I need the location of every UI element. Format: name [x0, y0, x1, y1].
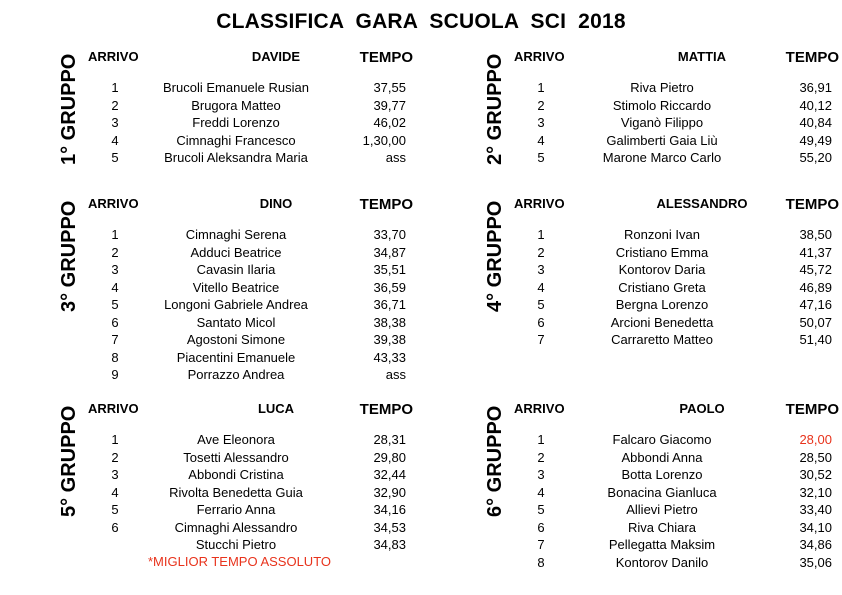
- athlete-name: Bergna Lorenzo: [615, 297, 709, 312]
- group-block: [484, 196, 842, 386]
- time-cell: 55,20: [799, 150, 832, 165]
- time-cell: 33,70: [373, 227, 406, 242]
- arrivo-header: ARRIVO: [514, 196, 565, 211]
- position-cell: 5: [537, 297, 545, 312]
- position-cell: 3: [537, 467, 545, 482]
- table-row: [58, 280, 448, 298]
- position-cell: 5: [537, 502, 545, 517]
- table-row: [58, 98, 448, 116]
- position-cell: 5: [537, 150, 545, 165]
- time-cell: 35,06: [799, 554, 832, 570]
- time-cell: 36,91: [799, 80, 832, 95]
- table-row: [58, 467, 448, 485]
- time-cell: 38,38: [373, 314, 406, 330]
- position-cell: 3: [111, 262, 119, 277]
- results-list: [484, 432, 842, 572]
- position-cell: 6: [537, 519, 545, 535]
- athlete-name: Ave Eleonora: [197, 432, 275, 447]
- time-cell: 45,72: [799, 262, 832, 277]
- table-row: [484, 150, 842, 168]
- table-row: [484, 262, 842, 280]
- tempo-header: TEMPO: [785, 196, 839, 213]
- group-label: 2° GRUPPO: [484, 53, 506, 165]
- position-cell: 8: [537, 554, 545, 570]
- time-cell: 34,53: [373, 519, 406, 535]
- athlete-name: Brucoli Aleksandra Maria: [164, 150, 308, 165]
- position-cell: 6: [537, 314, 545, 330]
- time-cell: 47,16: [799, 297, 832, 312]
- group-label: 6° GRUPPO: [484, 405, 506, 517]
- athlete-name: Cimnaghi Alessandro: [174, 519, 298, 535]
- time-cell: 32,10: [799, 484, 832, 500]
- position-cell: 6: [111, 314, 119, 330]
- athlete-name: Viganò Filippo: [620, 115, 704, 130]
- position-cell: 3: [111, 115, 119, 130]
- position-cell: 3: [537, 262, 545, 277]
- time-cell: 40,12: [799, 97, 832, 113]
- athlete-name: Arcioni Benedetta: [610, 314, 714, 330]
- time-cell: 28,00: [799, 432, 832, 447]
- table-row: [484, 80, 842, 98]
- table-row: [58, 537, 448, 555]
- position-cell: 2: [537, 244, 545, 260]
- table-row: [58, 502, 448, 520]
- position-cell: 6: [111, 519, 119, 535]
- time-cell: 41,37: [799, 244, 832, 260]
- athlete-name: Pellegatta Maksim: [608, 537, 716, 552]
- time-cell: 36,59: [373, 279, 406, 295]
- athlete-name: Bonacina Gianluca: [607, 484, 717, 500]
- best-time-note: *MIGLIOR TEMPO ASSOLUTO: [148, 554, 332, 569]
- table-row: [484, 555, 842, 573]
- table-row: [484, 432, 842, 450]
- time-cell: 34,86: [799, 537, 832, 552]
- position-cell: 2: [111, 244, 119, 260]
- position-cell: 2: [111, 97, 119, 113]
- table-row: [484, 450, 842, 468]
- athlete-name: Longoni Gabriele Andrea: [164, 297, 308, 312]
- table-row: [484, 227, 842, 245]
- coach-header: ALESSANDRO: [656, 196, 748, 211]
- athlete-name: Botta Lorenzo: [621, 467, 703, 482]
- time-cell: 30,52: [799, 467, 832, 482]
- table-row: [58, 133, 448, 151]
- position-cell: 2: [537, 449, 545, 465]
- position-cell: 5: [111, 502, 119, 517]
- athlete-name: Carraretto Matteo: [611, 332, 713, 347]
- table-row: [58, 350, 448, 368]
- position-cell: 7: [537, 332, 545, 347]
- table-row: [58, 80, 448, 98]
- position-cell: 4: [537, 484, 545, 500]
- tempo-header: TEMPO: [359, 401, 413, 418]
- table-row: [58, 332, 448, 350]
- table-row: [484, 315, 842, 333]
- athlete-name: Cavasin Ilaria: [196, 262, 276, 277]
- time-cell: ass: [385, 150, 406, 165]
- time-cell: 46,89: [799, 279, 832, 295]
- position-cell: 4: [537, 279, 545, 295]
- athlete-name: Kontorov Daria: [618, 262, 706, 277]
- time-cell: 50,07: [799, 314, 832, 330]
- table-row: [484, 98, 842, 116]
- coach-header: DAVIDE: [251, 49, 301, 64]
- position-cell: 1: [111, 432, 119, 447]
- athlete-name: Agostoni Simone: [186, 332, 286, 347]
- tempo-header: TEMPO: [785, 401, 839, 418]
- position-cell: 4: [537, 132, 545, 148]
- table-row: [484, 520, 842, 538]
- athlete-name: Kontorov Danilo: [615, 554, 709, 570]
- position-cell: 8: [111, 349, 119, 365]
- time-cell: 34,10: [799, 519, 832, 535]
- table-row: [58, 262, 448, 280]
- group-label: 4° GRUPPO: [484, 200, 506, 312]
- tempo-header: TEMPO: [359, 49, 413, 66]
- results-list: [58, 432, 448, 555]
- coach-header: DINO: [259, 196, 293, 211]
- time-cell: 36,71: [373, 297, 406, 312]
- table-row: [58, 315, 448, 333]
- table-row: [484, 115, 842, 133]
- table-row: [484, 245, 842, 263]
- page-title: CLASSIFICA GARA SCUOLA SCI 2018: [216, 10, 626, 33]
- athlete-name: Riva Chiara: [628, 519, 696, 535]
- athlete-name: Rivolta Benedetta Guia: [169, 484, 303, 500]
- time-cell: 1,30,00: [362, 132, 406, 148]
- time-cell: 40,84: [799, 115, 832, 130]
- time-cell: 34,83: [373, 537, 406, 552]
- arrivo-header: ARRIVO: [514, 49, 565, 64]
- athlete-name: Vitello Beatrice: [192, 279, 280, 295]
- table-row: [58, 367, 448, 385]
- table-row: [484, 133, 842, 151]
- table-row: [484, 467, 842, 485]
- results-list: [58, 80, 448, 168]
- table-row: [484, 537, 842, 555]
- table-row: [58, 450, 448, 468]
- position-cell: 7: [111, 332, 119, 347]
- group-label: 3° GRUPPO: [58, 200, 80, 312]
- arrivo-header: ARRIVO: [88, 49, 139, 64]
- position-cell: 4: [111, 279, 119, 295]
- table-row: [58, 245, 448, 263]
- coach-header: MATTIA: [677, 49, 727, 64]
- position-cell: 1: [537, 432, 545, 447]
- table-row: [58, 150, 448, 168]
- tempo-header: TEMPO: [785, 49, 839, 66]
- athlete-name: Stimolo Riccardo: [612, 97, 712, 113]
- position-cell: 1: [111, 80, 119, 95]
- time-cell: 49,49: [799, 132, 832, 148]
- athlete-name: Abbondi Cristina: [188, 467, 284, 482]
- athlete-name: Allievi Pietro: [626, 502, 698, 517]
- athlete-name: Brucoli Emanuele Rusian: [163, 80, 309, 95]
- athlete-name: Abbondi Anna: [621, 449, 703, 465]
- athlete-name: Marone Marco Carlo: [602, 150, 722, 165]
- athlete-name: Cristiano Greta: [618, 279, 706, 295]
- table-row: [58, 432, 448, 450]
- table-row: [58, 520, 448, 538]
- athlete-name: Adduci Beatrice: [190, 244, 282, 260]
- table-row: [58, 115, 448, 133]
- athlete-name: Ronzoni Ivan: [624, 227, 700, 242]
- time-cell: 34,87: [373, 244, 406, 260]
- position-cell: 4: [111, 484, 119, 500]
- time-cell: 32,44: [373, 467, 406, 482]
- arrivo-header: ARRIVO: [514, 401, 565, 416]
- table-row: [484, 297, 842, 315]
- athlete-name: Riva Pietro: [630, 80, 694, 95]
- time-cell: 28,31: [373, 432, 406, 447]
- table-row: [484, 280, 842, 298]
- position-cell: 5: [111, 297, 119, 312]
- athlete-name: Cristiano Emma: [615, 244, 709, 260]
- position-cell: 5: [111, 150, 119, 165]
- position-cell: 9: [111, 367, 119, 382]
- athlete-name: Cimnaghi Francesco: [176, 132, 296, 148]
- arrivo-header: ARRIVO: [88, 401, 139, 416]
- position-cell: 1: [537, 227, 545, 242]
- group-block: [484, 401, 842, 591]
- position-cell: 3: [537, 115, 545, 130]
- athlete-name: Santato Micol: [196, 314, 276, 330]
- athlete-name: Ferrario Anna: [196, 502, 276, 517]
- arrivo-header: ARRIVO: [88, 196, 139, 211]
- table-row: [484, 332, 842, 350]
- results-list: [484, 227, 842, 350]
- athlete-name: Galimberti Gaia Liù: [606, 132, 718, 148]
- time-cell: 32,90: [373, 484, 406, 500]
- athlete-name: Freddi Lorenzo: [192, 115, 280, 130]
- table-row: [484, 485, 842, 503]
- position-cell: 4: [111, 132, 119, 148]
- table-row: [58, 297, 448, 315]
- athlete-name: Brugora Matteo: [191, 97, 281, 113]
- position-cell: 1: [111, 227, 119, 242]
- position-cell: 1: [537, 80, 545, 95]
- time-cell: 51,40: [799, 332, 832, 347]
- athlete-name: Falcaro Giacomo: [612, 432, 712, 447]
- coach-header: LUCA: [257, 401, 295, 416]
- time-cell: 33,40: [799, 502, 832, 517]
- athlete-name: Piacentini Emanuele: [176, 349, 296, 365]
- athlete-name: Porrazzo Andrea: [187, 367, 285, 382]
- position-cell: 2: [537, 97, 545, 113]
- group-block: [58, 196, 448, 386]
- time-cell: 34,16: [373, 502, 406, 517]
- time-cell: 37,55: [373, 80, 406, 95]
- time-cell: 29,80: [373, 449, 406, 465]
- tempo-header: TEMPO: [359, 196, 413, 213]
- time-cell: 35,51: [373, 262, 406, 277]
- athlete-name: Cimnaghi Serena: [185, 227, 287, 242]
- time-cell: ass: [385, 367, 406, 382]
- time-cell: 39,38: [373, 332, 406, 347]
- group-label: 1° GRUPPO: [58, 53, 80, 165]
- time-cell: 43,33: [373, 349, 406, 365]
- athlete-name: Tosetti Alessandro: [183, 449, 289, 465]
- results-list: [484, 80, 842, 168]
- table-row: [58, 227, 448, 245]
- athlete-name: Stucchi Pietro: [195, 537, 277, 552]
- time-cell: 39,77: [373, 97, 406, 113]
- time-cell: 38,50: [799, 227, 832, 242]
- position-cell: 2: [111, 449, 119, 465]
- group-label: 5° GRUPPO: [58, 405, 80, 517]
- position-cell: 3: [111, 467, 119, 482]
- position-cell: 7: [537, 537, 545, 552]
- table-row: [58, 485, 448, 503]
- results-list: [58, 227, 448, 385]
- time-cell: 28,50: [799, 449, 832, 465]
- coach-header: PAOLO: [679, 401, 725, 416]
- table-row: [484, 502, 842, 520]
- time-cell: 46,02: [373, 115, 406, 130]
